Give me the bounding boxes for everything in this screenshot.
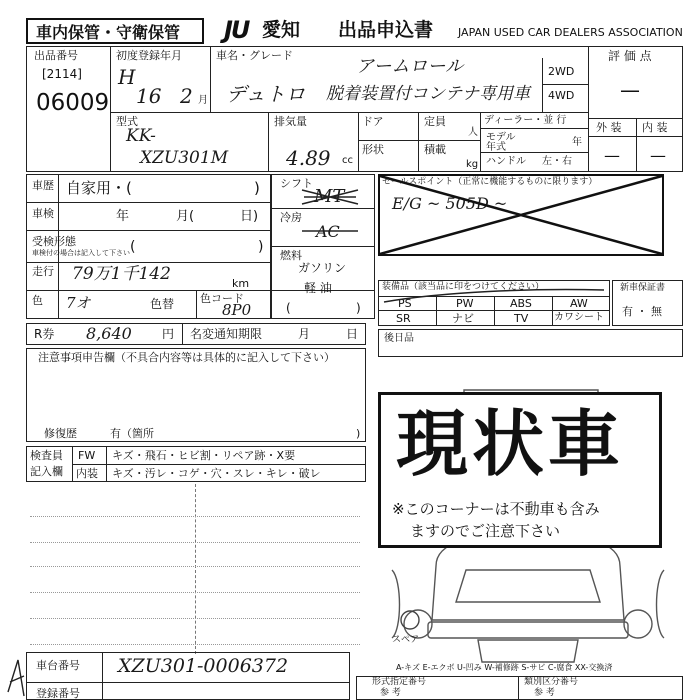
- inspector-int-items: キズ・汚レ・コゲ・穴・スレ・キレ・破レ: [112, 467, 321, 480]
- spare-label: スペア: [392, 635, 420, 645]
- first-reg-month-unit: 月: [198, 95, 208, 106]
- aircon-label: 冷房: [280, 211, 302, 224]
- name-change-day: 日: [346, 327, 359, 341]
- warranty-label: 新車保証書: [620, 283, 666, 293]
- receive-note: 車検付の場合は記入して下さい: [32, 249, 130, 257]
- car-grade: アームロール: [356, 56, 464, 77]
- usage-value: 自家用・(: [66, 179, 132, 197]
- score-label: 評 価 点: [608, 49, 652, 63]
- capacity-unit: 人: [468, 127, 478, 138]
- drive-2wd: 2WD: [548, 65, 575, 78]
- shift-value: MT: [314, 186, 345, 207]
- equipment-strike-icon: [382, 286, 606, 306]
- org-logo: JU: [224, 16, 249, 44]
- mileage-unit: km: [232, 277, 250, 290]
- equip-pw: PW: [456, 297, 474, 310]
- fuel-paren-close: ): [356, 301, 361, 315]
- as-is-note-2: ますのでご注意下さい: [410, 522, 561, 540]
- after-items-label: 後日品: [384, 333, 414, 344]
- car-desc: 脱着装置付コンテナ専用車: [326, 84, 530, 104]
- inspector-int: 内装: [76, 467, 98, 480]
- model-ref-note: 参 考: [380, 688, 401, 698]
- repair-history-value: 有（箇所: [110, 427, 154, 440]
- shift-label: シフト: [280, 177, 313, 190]
- equip-ps: PS: [398, 297, 412, 310]
- name-change-label: 名変通知期限: [190, 327, 263, 341]
- displacement-label: 排気量: [274, 115, 307, 128]
- repair-history-label: 修復歴: [44, 427, 77, 440]
- as-is-note-1: ※このコーナーは不動車も含み: [392, 500, 600, 518]
- eng-title: JAPAN USED CAR DEALERS ASSOCIATION: [458, 26, 683, 39]
- class-ref-label: 類別区分番号: [524, 677, 579, 687]
- model-year-label: モデル 年式: [486, 132, 516, 153]
- equip-navi: ナビ: [452, 312, 474, 325]
- equipment-label: 装備品（該当品に印をつけてください）: [382, 282, 545, 292]
- equip-abs: ABS: [510, 297, 532, 310]
- color-change-label: 色替: [150, 297, 175, 311]
- class-ref-note: 参 考: [534, 688, 555, 698]
- selling-point-value: E/G ~ 505D ~: [392, 194, 508, 213]
- notes-label: 注意事項申告欄（不具合内容等は具体的に記入して下さい）: [38, 351, 335, 364]
- warranty-value: 有 ・ 無: [622, 305, 662, 318]
- load-label: 積載: [424, 143, 446, 156]
- storage-label: 車内保管・守衛保管: [36, 23, 181, 42]
- receive-close: ): [258, 239, 264, 255]
- usage-close: ): [254, 179, 260, 197]
- color-value: 7オ: [66, 294, 91, 312]
- handle-label: ハンドル: [486, 156, 526, 167]
- recycle-unit: 円: [162, 327, 175, 341]
- drive-4wd: 4WD: [548, 89, 575, 102]
- first-reg-month: 2: [180, 84, 193, 108]
- car-model: デュトロ: [226, 82, 306, 106]
- fuel-paren-open: (: [286, 301, 291, 315]
- interior-label: 内 装: [642, 121, 668, 134]
- repair-history-close: ): [356, 427, 361, 440]
- recycle-value: 8,640: [86, 324, 132, 343]
- capacity-label: 定員: [424, 115, 446, 128]
- equip-sr: SR: [396, 312, 411, 325]
- model-type-line1: KK-: [126, 126, 156, 146]
- displacement-unit: cc: [342, 155, 353, 166]
- chassis-label: 車台番号: [36, 659, 80, 672]
- color-code-value: 8P0: [222, 301, 252, 319]
- equip-tv: TV: [514, 312, 529, 325]
- model-ref-label: 形式指定番号: [372, 677, 427, 687]
- first-reg-era: H: [118, 65, 136, 89]
- selling-point-label: セールスポイント（正常に機能するものに限ります）: [382, 177, 598, 187]
- first-reg-year: 16: [136, 84, 162, 108]
- fuel-value: ガソリン: [298, 261, 347, 275]
- handle-options: 左・右: [542, 156, 572, 167]
- inspector-fw-items: キズ・飛石・ヒビ割・リペア跡・X要: [112, 449, 296, 462]
- as-is-heading: 現状車: [396, 402, 625, 486]
- chassis-value: XZU301-0006372: [118, 655, 289, 677]
- lot-sub: [2114]: [42, 67, 82, 81]
- car-name-label: 車名・グレード: [216, 49, 293, 62]
- receive-open: (: [130, 239, 136, 255]
- color-code-label: 色コード: [200, 292, 244, 305]
- inspector-label-2: 記入欄: [30, 465, 63, 478]
- inspection-label: 車検: [32, 207, 54, 220]
- aircon-strike-icon: [300, 222, 360, 240]
- color-label: 色: [32, 294, 43, 307]
- shift-scribble-icon: [300, 186, 360, 208]
- margin-mark-icon: [4, 652, 28, 700]
- inspector-fw: FW: [78, 449, 96, 462]
- usage-label: 車歴: [32, 179, 54, 192]
- lot-label: 出品番号: [34, 49, 78, 62]
- reg-number-label: 登録番号: [36, 687, 80, 700]
- selling-point-cross-icon: [378, 174, 664, 256]
- name-change-month: 月: [298, 327, 311, 341]
- exterior-label: 外 装: [596, 121, 622, 134]
- form-title: 出品申込書: [338, 19, 434, 41]
- interior-value: —: [650, 146, 666, 165]
- equip-aw: AW: [570, 297, 588, 310]
- inspection-month: 月(: [176, 209, 195, 224]
- lot-number: 06009: [36, 90, 110, 116]
- door-label: ドア: [362, 115, 384, 128]
- first-reg-label: 初度登録年月: [116, 49, 182, 62]
- displacement-value: 4.89: [286, 146, 331, 170]
- fuel-alt: 軽 油: [304, 281, 332, 295]
- dealer-label: ディーラー・並 行: [484, 115, 567, 126]
- model-type-label: 型式: [116, 115, 138, 128]
- score-value: —: [620, 78, 640, 102]
- inspector-label-1: 検査員: [30, 449, 63, 462]
- model-year-unit: 年: [572, 137, 582, 148]
- mileage-label: 走行: [32, 265, 54, 278]
- recycle-label: R券: [34, 327, 55, 341]
- mileage-value: 79万1千142: [72, 264, 171, 284]
- storage-label-box: [26, 18, 204, 44]
- org-name: 愛知: [262, 19, 301, 41]
- diagram-legend: A-キズ E-エクボ U-凹み W-補修跡 S-サビ C-腐食 XX-交換済: [396, 663, 613, 672]
- shape-label: 形状: [362, 143, 384, 156]
- fuel-label: 燃料: [280, 249, 302, 262]
- inspection-day: 日): [240, 209, 259, 224]
- after-items-box: [378, 329, 683, 357]
- exterior-value: —: [604, 146, 620, 165]
- load-unit: kg: [466, 159, 479, 170]
- spare-tire-icon: [401, 611, 419, 629]
- receive-label: 受検形態: [32, 235, 76, 248]
- model-type-line2: XZU301M: [140, 148, 229, 168]
- inspection-year: 年: [116, 209, 130, 224]
- aircon-value: AC: [316, 222, 340, 241]
- equip-seat: カワシート: [554, 312, 604, 323]
